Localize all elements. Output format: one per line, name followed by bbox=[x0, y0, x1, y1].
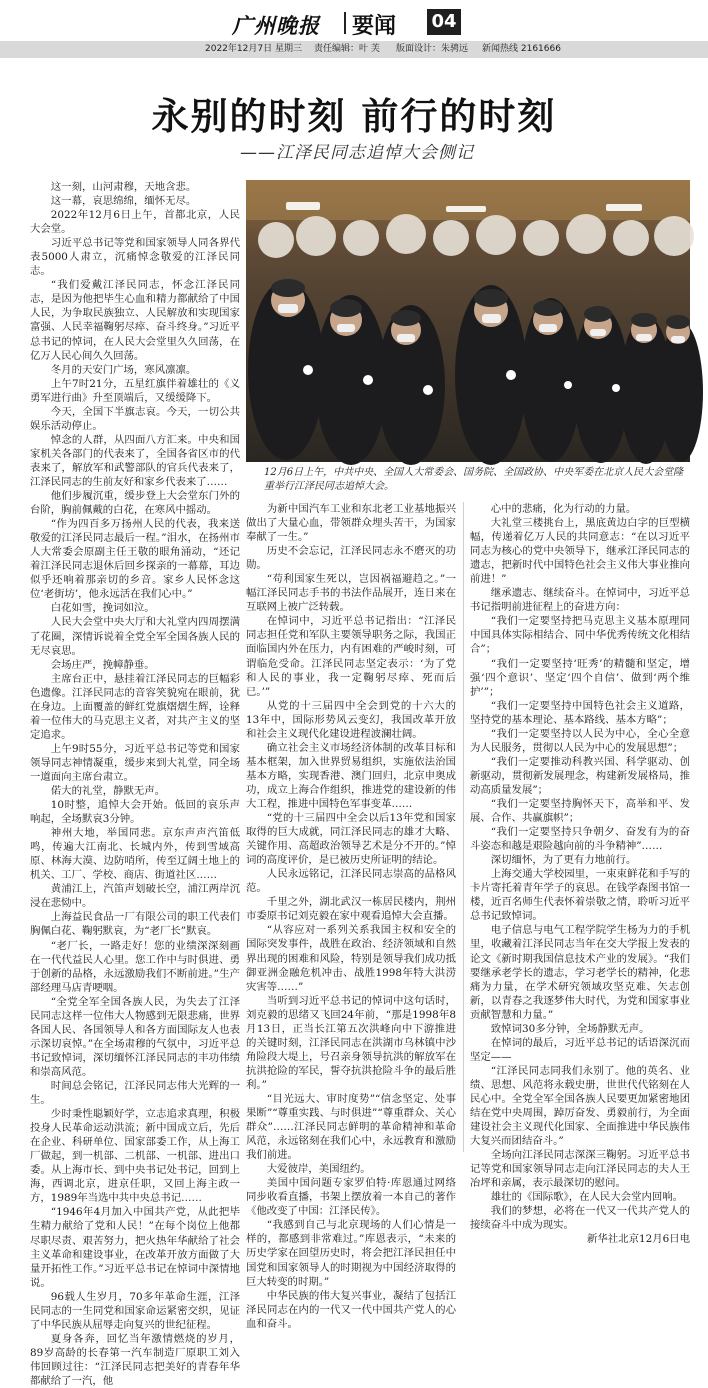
article-paragraph: 上海益民食品一厂有限公司的职工代表们胸佩白花、鞠躬默哀，为“老厂长”默哀。 bbox=[30, 911, 240, 938]
article-paragraph: 上午9时55分，习近平总书记等党和国家领导同志神情凝重，缓步来到大礼堂，同全场一道面向主席台肃立。 bbox=[30, 742, 240, 783]
article-paragraph: 少时秉性聪颖好学，立志追求真理，积极投身人民革命运动洪流；新中国成立后，先后在企业、科研单位、国家部委工作，从上海工厂做起，到一机部、二机部、一机部、进出口委。从上海市长、到中央书记处书记，回到上海，西调北京，进京任职，又回上海主政一方，1989年当选中共中央总书记…… bbox=[30, 1108, 240, 1205]
paper-name: 广州晚报 bbox=[232, 13, 320, 38]
article-paragraph: 继承遗志、继续奋斗。在悼词中，习近平总书记指明前进征程上的奋进方向： bbox=[470, 587, 690, 614]
article-paragraph: “党的十三届四中全会以后13年党和国家取得的巨大成就，同江泽民同志的雄才大略、关键作用、高超政治领导艺术是分不开的。”悼词的高度评价，是已被历史所证明的结论。 bbox=[246, 812, 456, 867]
article-paragraph: 10时整，追悼大会开始。低回的哀乐声响起，全场默哀3分钟。 bbox=[30, 799, 240, 826]
article-paragraph: 这一幕，哀思绵绵，缅怀无尽。 bbox=[50, 195, 197, 208]
issue-info-bar bbox=[0, 41, 708, 58]
designer-credit: 版面设计：朱骋远 bbox=[396, 44, 469, 54]
article-paragraph: 偌大的礼堂，静默无声。 bbox=[50, 785, 166, 798]
article-paragraph: 在悼词中，习近平总书记指出：“江泽民同志担任党和军队主要领导职务之际，我国正面临国内外在压力，内有困难的严峻时刻，可谓临危受命。江泽民同志坚定表示：‘为了党和人民的事业，我一定鞠躬尽瘁、死而后已。’” bbox=[246, 615, 456, 698]
article-paragraph: “我们一定要坚持以人民为中心，全心全意为人民服务，贯彻以人民为中心的发展思想”； bbox=[470, 727, 690, 754]
article-paragraph: 人民大会堂中央大厅和大礼堂内四周摆满了花圈，深情诉说着全党全军全国各族人民的无尽哀思。 bbox=[30, 616, 240, 657]
article-paragraph: 2022年12月6日上午，首都北京，人民大会堂。 bbox=[30, 209, 240, 236]
article-paragraph: 主席台正中，悬挂着江泽民同志的巨幅彩色遗像。江泽民同志的音容笑貌宛在眼前，犹在身边。上面覆盖的鲜红党旗熠熠生辉，诠释着一位伟大的马克思主义者，对共产主义的坚定追求。 bbox=[30, 672, 240, 741]
section-name: 要闻 bbox=[352, 14, 397, 39]
article-paragraph: “从容应对一系列关系我国主权和安全的国际突发事件，战胜在政治、经济领域和自然界出现的困难和风险，特别是领导我们成功抵御亚洲金融危机冲击、战胜1998年特大洪涝灾害等……” bbox=[246, 924, 456, 993]
article-paragraph: “我们一定要坚持只争朝夕、奋发有为的奋斗姿态和越是艰险越向前的斗争精神”…… bbox=[470, 826, 690, 853]
article-column-2 bbox=[246, 502, 456, 1330]
article-paragraph: 这一刻，山河肃穆，天地含悲。 bbox=[50, 181, 197, 193]
article-paragraph: 夏身各奔，回忆当年激情燃烧的岁月，89岁高龄的长春第一汽车制造厂原职工刘入伟回顾过往：“江泽民同志把美好的青春年华都献给了一汽，他 bbox=[30, 1332, 240, 1387]
masthead-divider bbox=[344, 12, 346, 34]
article-paragraph: 悼念的人群，从四面八方汇来。中央和国家机关各部门的代表来了，全国各省区市的代表来了，解放军和武警部队的官兵代表来了，江泽民同志的生前友好和家乡代表来了…… bbox=[30, 433, 240, 488]
article-paragraph: “全党全军全国各族人民，为失去了江泽民同志这样一位伟大人物感到无限悲痛，世界各国人民、各国领导人和各方面国际友人也表示深切哀悼。”在全场肃穆的气氛中，习近平总书记致悼词，深切缅怀江泽民同志的丰功伟绩和崇高风范。 bbox=[30, 995, 240, 1078]
article-paragraph: “苟利国家生死以，岂因祸福避趋之。”一幅江泽民同志手书的书法作品展开，连日来在互联网上被广泛转载。 bbox=[246, 573, 456, 614]
masthead bbox=[0, 0, 708, 58]
subheadline: ——江泽民同志追悼大会侧记 bbox=[240, 143, 474, 163]
article-paragraph: 冬月的天安门广场，寒风凛凛。 bbox=[50, 363, 197, 376]
article-paragraph: “我们一定要坚持胸怀天下，高举和平、发展、合作、共赢旗帜”； bbox=[470, 797, 690, 825]
article-paragraph: 中华民族的伟大复兴事业，凝结了包括江泽民同志在内的一代又一代中国共产党人的心血和奋斗。 bbox=[246, 1289, 456, 1330]
article-paragraph: 当听到习近平总书记的悼词中这句话时，刘克毅的思绪又飞回24年前，“那是1998年8月13日，正当长江第五次洪峰向中下游推进的关键时刻，江泽民同志在洪湖市乌林镇中沙角险段大堤上，号召亲身领导抗洪的解放军在抗洪抢险的军民，誓夺抗洪抢险斗争的最后胜利。” bbox=[246, 994, 456, 1091]
byline: 新华社北京12月6日电 bbox=[587, 1233, 690, 1246]
article-paragraph: 确立社会主义市场经济体制的改革目标和基本框架，加入世界贸易组织，实施依法治国基本方略，实现香港、澳门回归，北京申奥成功，成立上海合作组织，推进党的建设新的伟大工程，推进中国特色军事变革…… bbox=[246, 741, 456, 810]
article-paragraph: 美国中国问题专家罗伯特·库恩通过网络同步收看直播，书架上摆放着一本自己的著作《他改变了中国：江泽民传》。 bbox=[246, 1177, 456, 1218]
article-paragraph: “我们一定要坚持中国特色社会主义道路，坚持党的基本理论、基本路线、基本方略”； bbox=[470, 699, 690, 726]
article-paragraph: 96载人生岁月，70多年革命生涯，江泽民同志的一生同党和国家命运紧密交织，见证了中华民族从屈辱走向复兴的世纪征程。 bbox=[30, 1290, 240, 1331]
article-paragraph: 雄壮的《国际歌》，在人民大会堂内回响。 bbox=[490, 1191, 684, 1204]
page-number-badge: 04 bbox=[427, 9, 461, 35]
article-paragraph: 电子信息与电气工程学院学生杨为力的手机里，收藏着江泽民同志当年在交大学报上发表的论文《新时期我国信息技术产业的发展》。“我们要继承老学长的遗志，学习老学长的精神，化悲痛为力量，在学术研究领域攻坚克难、矢志创新，以青春之我逐梦伟大时代，为党和国家事业贡献智慧和力量。” bbox=[470, 924, 690, 1021]
article-paragraph: “我感到自己与北京现场的人们心情是一样的，都感到非常难过。”库恩表示，“未来的历史学家在回望历史时，将会把江泽民担任中国党和国家领导人的时期视为中国经济取得的巨大转变的时期。” bbox=[246, 1219, 456, 1288]
article-paragraph: 他们步履沉重，缓步登上大会堂东门外的台阶，胸前佩戴的白花，在寒风中摇动。 bbox=[30, 490, 240, 517]
article-paragraph: 在悼词的最后，习近平总书记的话语深沉而坚定—— bbox=[470, 1036, 690, 1063]
article-paragraph: 大礼堂三楼挑台上，黑底黄边白字的巨型横幅，传递着亿万人民的共同意志：“在以习近平同志为核心的党中央领导下，继承江泽民同志的遗志，把新时代中国特色社会主义伟大事业推向前进！” bbox=[470, 517, 690, 586]
article-paragraph: “作为四百多万扬州人民的代表，我来送敬爱的江泽民同志最后一程。”泪水，在扬州市人大常委会原副主任王敬的眼角涌动，“还记着江泽民同志退休后回乡探亲的一幕幕，耳边似乎还响着那亲切的乡音。家乡人民怀念这位‘老街坊’，他永远活在我们心中。” bbox=[30, 518, 240, 601]
article-paragraph: 神州大地，举国同悲。京东声声汽笛低鸣，传遍大江南北、长城内外，传到雪域高原、林海大漠、边防哨所，传至辽阔土地上的机关、工厂、学校、商店、街道社区…… bbox=[30, 827, 240, 882]
article-paragraph: 上海交通大学校园里，一束束鲜花和手写的卡片寄托着青年学子的哀思。在钱学森图书馆一楼，近百名师生代表怀着崇敬之情，聆听习近平总书记致悼词。 bbox=[470, 868, 690, 923]
headline: 永别的时刻 前行的时刻 bbox=[151, 95, 557, 138]
memorial-photo bbox=[246, 180, 690, 462]
article-paragraph: 白花如雪，挽词如泣。 bbox=[50, 602, 155, 615]
editor-credit: 责任编辑：叶 芙 bbox=[314, 44, 380, 54]
article-paragraph: 习近平总书记等党和国家领导人同各界代表5000人肃立，沉痛悼念敬爱的江泽民同志。 bbox=[30, 237, 240, 278]
article-paragraph: 心中的悲痛，化为行动的力量。 bbox=[490, 503, 637, 515]
news-hotline: 新闻热线 2161666 bbox=[482, 44, 561, 54]
photo-caption: 12月6日上午，中共中央、全国人大常委会、国务院、全国政协、中央军委在北京人民大会堂隆重举行江泽民同志追悼大会。 bbox=[264, 467, 684, 492]
article-paragraph: “我们爱戴江泽民同志，怀念江泽民同志，是因为他把毕生心血和精力都献给了中国人民，为争取民族独立、人民解放和实现国家富强、人民幸福鞠躬尽瘁、奋斗终身。”习近平总书记的悼词，在人民大会堂里久久回荡，在亿万人民心间久久回荡。 bbox=[30, 279, 240, 362]
article-paragraph: “老厂长，一路走好！您的业绩深深刻画在一代代益民人心里。您工作中与时俱进、勇于创新的品格，永远激励我们不断前进。”生产部经理马店青哽咽。 bbox=[30, 939, 240, 994]
article-paragraph: 我们的梦想，必将在一代又一代共产党人的接续奋斗中成为现实。 bbox=[470, 1205, 690, 1232]
article-paragraph: “1946年4月加入中国共产党，从此把毕生精力献给了党和人民！”在每个岗位上他都尽职尽责、艰苦努力，把火热年华献给了社会主义革命和建设事业，在改革开放方面做了大量开拓性工作。”习近平总书记在悼词中深情地说。 bbox=[30, 1206, 240, 1289]
article-paragraph: “江泽民同志同我们永别了。他的英名、业绩、思想、风范将永载史册，世世代代铭刻在人民心中。全党全军全国各族人民要更加紧密地团结在党中央周围，踔厉奋发、勇毅前行，为全面建设社会主义现代化国家、全面推进中华民族伟大复兴而团结奋斗。” bbox=[470, 1064, 690, 1148]
article-paragraph: 深切缅怀，为了更有力地前行。 bbox=[490, 854, 637, 867]
article-paragraph: 全场向江泽民同志深深三鞠躬。习近平总书记等党和国家领导同志走向江泽民同志的夫人王冶坪和亲属，表示最深切的慰问。 bbox=[470, 1149, 690, 1190]
article-paragraph: “我们一定要坚持把马克思主义基本原理同中国具体实际相结合、同中华优秀传统文化相结合”； bbox=[470, 615, 690, 656]
article-paragraph: 致悼词30多分钟，全场静默无声。 bbox=[490, 1022, 650, 1035]
article-paragraph: 黄浦江上，汽笛声划破长空，浦江两岸沉浸在悲恸中。 bbox=[30, 883, 240, 910]
column-divider bbox=[463, 502, 464, 1152]
article-paragraph: 千里之外，湖北武汉一栋居民楼内，荆州市委原书记刘克毅在家中观看追悼大会直播。 bbox=[246, 896, 456, 923]
article-paragraph: “我们一定要推动科教兴国、科学驱动、创新驱动，贯彻新发展理念，构建新发展格局，推动高质量发展”； bbox=[470, 755, 690, 796]
article-paragraph: 人民永远铭记，江泽民同志崇高的品格风范。 bbox=[246, 868, 456, 895]
article-paragraph: 为新中国汽车工业和东北老工业基地振兴做出了大量心血，带领群众埋头苦干，为国家奉献了一生。” bbox=[246, 503, 456, 544]
article-column-3 bbox=[470, 502, 690, 1246]
article-paragraph: 今天，全国下半旗志哀。今天，一切公共娱乐活动停止。 bbox=[30, 405, 240, 432]
article-paragraph: 历史不会忘记，江泽民同志永不磨灭的功勋。 bbox=[246, 545, 456, 572]
article-paragraph: 时间总会铭记，江泽民同志伟大光辉的一生。 bbox=[30, 1080, 240, 1107]
article-paragraph: “目光远大、审时度势”“信念坚定、处事果断”“尊重实践、与时俱进”“尊重群众、关心群众”……江泽民同志鲜明的革命精神和革命风范，永远铭刻在我们心中，永远教育和激励我们前进。 bbox=[246, 1092, 456, 1162]
article-column-1 bbox=[30, 180, 240, 1387]
article-paragraph: 大爱彼岸，美国纽约。 bbox=[266, 1163, 371, 1176]
article-paragraph: 会场庄严，挽幛静垂。 bbox=[50, 658, 155, 671]
article-paragraph: 上午7时21分，五星红旗伴着雄壮的《义勇军进行曲》升至顶端后，又缓缓降下。 bbox=[30, 377, 240, 404]
issue-date: 2022年12月7日 星期三 bbox=[205, 44, 302, 54]
article-paragraph: 从党的十三届四中全会到党的十六大的13年中，国际形势风云变幻，我国改革开放和社会主义现代化建设进程波澜壮阔。 bbox=[246, 699, 456, 740]
article-paragraph: “我们一定要坚持‘旺秀’的精髓和坚定，增强‘四个意识’、坚定‘四个自信’、做到‘两个维护’”； bbox=[470, 657, 690, 698]
